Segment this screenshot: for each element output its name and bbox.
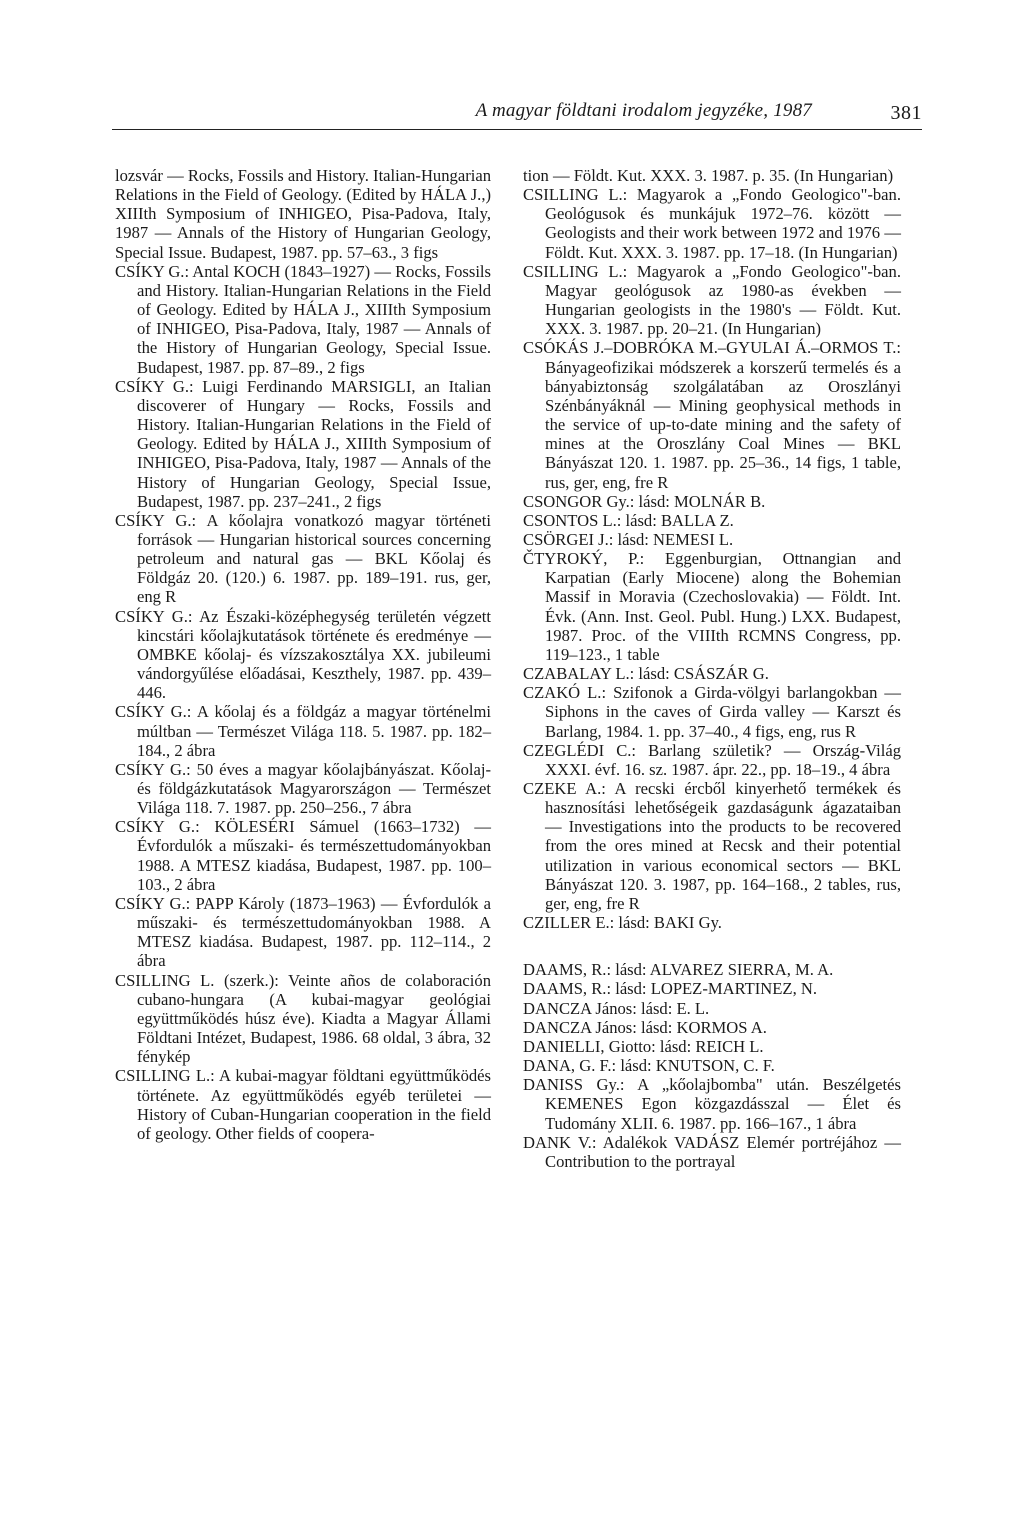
bibliography-entry: CSÍKY G.: A kőolajra vonatkozó magyar történeti források — Hungarian historical sources concerning petroleum and natural gas — BKL Kőolaj és Földgáz 20. (120.) 6. 1987. pp. 189–191. rus, ger, eng R: [115, 510, 491, 607]
bibliography-entry: CZEKE A.: A recski ércből kinyerhető termékek és hasznosítási lehetőségeik gazdaságunk ágazataiban — Investigations into the products to be recovered from the ores mined at Recsk and their potential utilization in various economical sectors — BKL Bányászat 120. 3. 1987, pp. 164–168., 2 tables, rus, ger, eng, fre R: [523, 779, 901, 913]
bibliography-entry: DANCZA János: lásd: E. L.: [523, 998, 710, 1018]
bibliography-entry: CZABALAY L.: lásd: CSÁSZÁR G.: [523, 664, 769, 684]
bibliography-entry: CSÍKY G.: Az Északi-középhegység területén végzett kincstári kőolajkutatások története és eredménye — OMBKE kőolaj- és vízszakosztálya XX. jubileumi vándorgyűlése előadásai, Keszthely, 1987. pp. 439–446.: [115, 606, 491, 703]
bibliography-entry: CSÍKY G.: A kőolaj és a földgáz a magyar történelmi múltban — Természet Világa 118. 5. 1987. pp. 182–184., 2 ábra: [115, 702, 491, 760]
page-number: 381: [890, 102, 922, 124]
bibliography-entry: CSILLING L.: Magyarok a „Fondo Geologico"-ban. Geológusok és munkájuk 1972–76. között — Geologists and their work between 1972 and 1976 — Földt. Kut. XXX. 3. 1987. pp. 17–18. (In Hungarian): [523, 185, 901, 262]
bibliography-entry: DANCZA János: lásd: KORMOS A.: [523, 1017, 767, 1037]
page-header: [112, 78, 922, 130]
header-rule: [112, 129, 922, 130]
bibliography-entry: tion — Földt. Kut. XXX. 3. 1987. p. 35. (In Hungarian): [523, 166, 894, 185]
bibliography-entry: ČTYROKÝ, P.: Eggenburgian, Ottnangian and Karpatian (Early Miocene) along the Bohemian Massif in Moravia (Czechoslovakia) — Földt. Int. Évk. (Ann. Inst. Geol. Publ. Hung.) LXX. Budapest, 1987. Proc. of the VIIIth RCMNS Congress, pp. 119–123., 1 table: [523, 549, 901, 664]
bibliography-entry: CSILLING L.: Magyarok a „Fondo Geologico"-ban. Magyar geológusok az 1980-as években — Hungarian geologists in the 1980's — Földt. Kut. XXX. 3. 1987. pp. 20–21. (In Hungarian): [523, 261, 901, 339]
running-title: A magyar földtani irodalom jegyzéke, 1987: [475, 100, 812, 121]
bibliography-entry: CZILLER E.: lásd: BAKI Gy.: [523, 913, 722, 933]
bibliography-entry: CSÍKY G.: KÖLESÉRI Sámuel (1663–1732) — Évfordulók a műszaki- és természettudományokban 1988. A MTESZ kiadása, Budapest, 1987. pp. 100–103., 2 ábra: [115, 817, 491, 894]
bibliography-entry: CSILLING L. (szerk.): Veinte años de colaboración cubano-hungara (A kubai-magyar geológiai együttműködés húsz éve). Kiadta a Magyar Állami Földtani Intézet, Budapest, 1986. 68 oldal, 3 ábra, 32 fénykép: [115, 970, 491, 1067]
bibliography-entry: DANISS Gy.: A „kőolajbomba" után. Beszélgetés KEMENES Egon közgazdásszal — Élet és Tudomány XLII. 6. 1987. pp. 166–167., 1 ábra: [523, 1075, 901, 1133]
right-column: [523, 166, 901, 1171]
bibliography-entry: CZEGLÉDI C.: Barlang születik? — Ország-Világ XXXI. évf. 16. sz. 1987. ápr. 22., pp. 18–19., 4 ábra: [523, 740, 901, 779]
bibliography-entry: DAAMS, R.: lásd: ALVAREZ SIERRA, M. A.: [523, 960, 834, 980]
bibliography-entry: CSÍKY G.: Luigi Ferdinando MARSIGLI, an Italian discoverer of Hungary — Rocks, Fossils and History. Italian-Hungarian Relations in the Field of Geology. Edited by HÁLA J., XIIIth Symposium of INHIGEO, Pisa-Padova, Italy, 1987 — Annals of the History of Hungarian Geology, Special Issue, Budapest, 1987. pp. 237–241., 2 figs: [115, 376, 491, 511]
bibliography-entry: CSONTOS L.: lásd: BALLA Z.: [523, 510, 734, 530]
left-column: [115, 166, 491, 1143]
bibliography-entry: DANA, G. F.: lásd: KNUTSON, C. F.: [523, 1056, 775, 1076]
bibliography-entry: DANIELLI, Giotto: lásd: REICH L.: [523, 1036, 764, 1056]
bibliography-entry: CSÓKÁS J.–DOBRÓKA M.–GYULAI Á.–ORMOS T.: Bányageofizikai módszerek a korszerű termelés és a bányabiztonság szolgálatában az Oroszlányi Szénbányáknál — Mining geophysical methods in the service of up-to-date mining and the safety of mines at the Oroszlány Coal Mines — BKL Bányászat 120. 1. 1987. pp. 25–36., 14 figs, 1 table, rus, ger, eng, fre R: [523, 338, 901, 492]
bibliography-entry: DAAMS, R.: lásd: LOPEZ-MARTINEZ, N.: [523, 979, 817, 999]
bibliography-entry: CZAKÓ L.: Szifonok a Girda-völgyi barlangokban — Siphons in the caves of Girda valley — Karszt és Barlang, 1984. 1. pp. 37–40., 4 figs, eng, rus R: [523, 683, 901, 741]
bibliography-entry: lozsvár — Rocks, Fossils and History. Italian-Hungarian Relations in the Field of Geology. (Edited by HÁLA J.,) XIIIth Symposium of INHIGEO, Pisa-Padova, Italy, 1987 — Annals of the History of Hungarian Geology, Special Issue. Budapest, 1987. pp. 57–63., 3 figs: [115, 166, 491, 262]
bibliography-entry: CSÍKY G.: Antal KOCH (1843–1927) — Rocks, Fossils and History. Italian-Hungarian Relations in the Field of Geology. Edited by HÁLA J., XIIIth Symposium of INHIGEO, Pisa-Padova, Italy, 1987 — Annals of the History of Hungarian Geology, Special Issue. Budapest, 1987. pp. 87–89., 2 figs: [115, 261, 491, 377]
bibliography-entry: DANK V.: Adalékok VADÁSZ Elemér portréjához — Contribution to the portrayal: [523, 1132, 901, 1171]
bibliography-entry: CSÍKY G.: PAPP Károly (1873–1963) — Évfordulók a műszaki- és természettudományokban 1988. A MTESZ kiadása. Budapest, 1987. pp. 112–114., 2 ábra: [115, 893, 491, 971]
bibliography-entry: CSÖRGEI J.: lásd: NEMESI L.: [523, 529, 734, 549]
section-gap: [523, 932, 901, 960]
bibliography-entry: CSONGOR Gy.: lásd: MOLNÁR B.: [523, 491, 766, 511]
bibliography-entry: CSÍKY G.: 50 éves a magyar kőolajbányászat. Kőolaj- és földgázkutatások Magyarországon — Természet Világa 118. 7. 1987. pp. 250–256., 7 ábra: [115, 759, 491, 818]
bibliography-entry: CSILLING L.: A kubai-magyar földtani együttműködés története. Az együttműködés egyéb területei — History of Cuban-Hungarian cooperation in the field of geology. Other fields of coopera-: [115, 1066, 491, 1143]
